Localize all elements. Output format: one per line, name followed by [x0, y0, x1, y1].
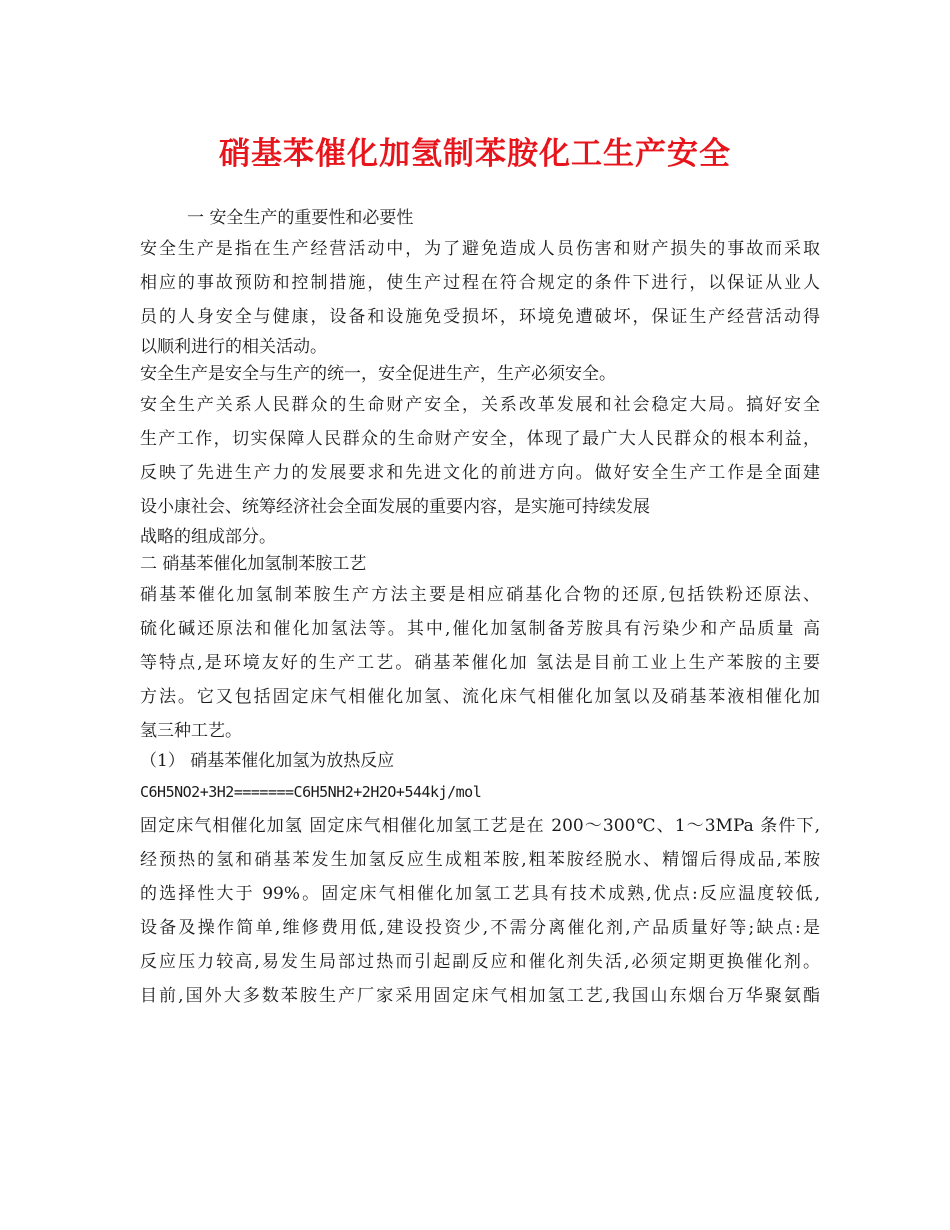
paragraph-line: 的选择性大于 99%。固定床气相催化加氢工艺具有技术成熟,优点:反应温度较低,: [140, 884, 820, 904]
paragraph-line: 反应压力较高,易发生局部过热而引起副反应和催化剂失活,必须定期更换催化剂。: [140, 952, 820, 972]
paragraph-line: 反映了先进生产力的发展要求和先进文化的前进方向。做好安全生产工作是全面建: [140, 463, 820, 483]
paragraph-line: 硝基苯催化加氢制苯胺生产方法主要是相应硝基化合物的还原,包括铁粉还原法、: [140, 585, 820, 605]
section-heading-2: 二 硝基苯催化加氢制苯胺工艺: [140, 554, 367, 574]
document-body: [140, 205, 820, 1013]
paragraph-line: 氢三种工艺。: [140, 721, 242, 741]
paragraph-line: 硫化碱还原法和催化加氢法等。其中,催化加氢制备芳胺具有污染少和产品质量 高: [140, 619, 820, 639]
section-heading-1: 一 安全生产的重要性和必要性: [187, 208, 414, 228]
paragraph-line: 生产工作，切实保障人民群众的生命财产安全，体现了最广大人民群众的根本利益，: [140, 429, 820, 449]
paragraph-line: 经预热的氢和硝基苯发生加氢反应生成粗苯胺,粗苯胺经脱水、精馏后得成品,苯胺: [140, 850, 820, 870]
paragraph-line: 相应的事故预防和控制措施，使生产过程在符合规定的条件下进行，以保证从业人: [140, 273, 820, 293]
paragraph-line: 设备及操作简单,维修费用低,建设投资少,不需分离催化剂,产品质量好等;缺点:是: [140, 918, 820, 938]
paragraph-line: 目前,国外大多数苯胺生产厂家采用固定床气相加氢工艺,我国山东烟台万华聚氨酯: [140, 986, 820, 1006]
paragraph-line: 以顺利进行的相关活动。: [140, 337, 327, 357]
paragraph-line: 安全生产是安全与生产的统一，安全促进生产，生产必须安全。: [140, 364, 616, 384]
paragraph-line: 员的人身安全与健康，设备和设施免受损坏，环境免遭破坏，保证生产经营活动得: [140, 307, 820, 327]
paragraph-line: 方法。它又包括固定床气相催化加氢、流化床气相催化加氢以及硝基苯液相催化加: [140, 687, 820, 707]
numbered-item: （1） 硝基苯催化加氢为放热反应: [140, 751, 395, 771]
paragraph-line: 安全生产关系人民群众的生命财产安全，关系改革发展和社会稳定大局。搞好安全: [140, 395, 820, 415]
paragraph-line: 固定床气相催化加氢 固定床气相催化加氢工艺是在 200～300℃、1～3MPa 条件下,: [140, 816, 820, 836]
paragraph-line: 战略的组成部分。: [140, 527, 276, 547]
paragraph-line: 设小康社会、统筹经济社会全面发展的重要内容，是实施可持续发展: [140, 497, 650, 517]
paragraph-line: 安全生产是指在生产经营活动中，为了避免造成人员伤害和财产损失的事故而采取: [140, 239, 820, 259]
paragraph-line: 等特点,是环境友好的生产工艺。硝基苯催化加 氢法是目前工业上生产苯胺的主要: [140, 653, 820, 673]
reaction-equation: C6H5NO2+3H2=======C6H5NH2+2H2O+544kj/mol: [140, 783, 482, 801]
document-title: 硝基苯催化加氢制苯胺化工生产安全: [219, 136, 731, 172]
